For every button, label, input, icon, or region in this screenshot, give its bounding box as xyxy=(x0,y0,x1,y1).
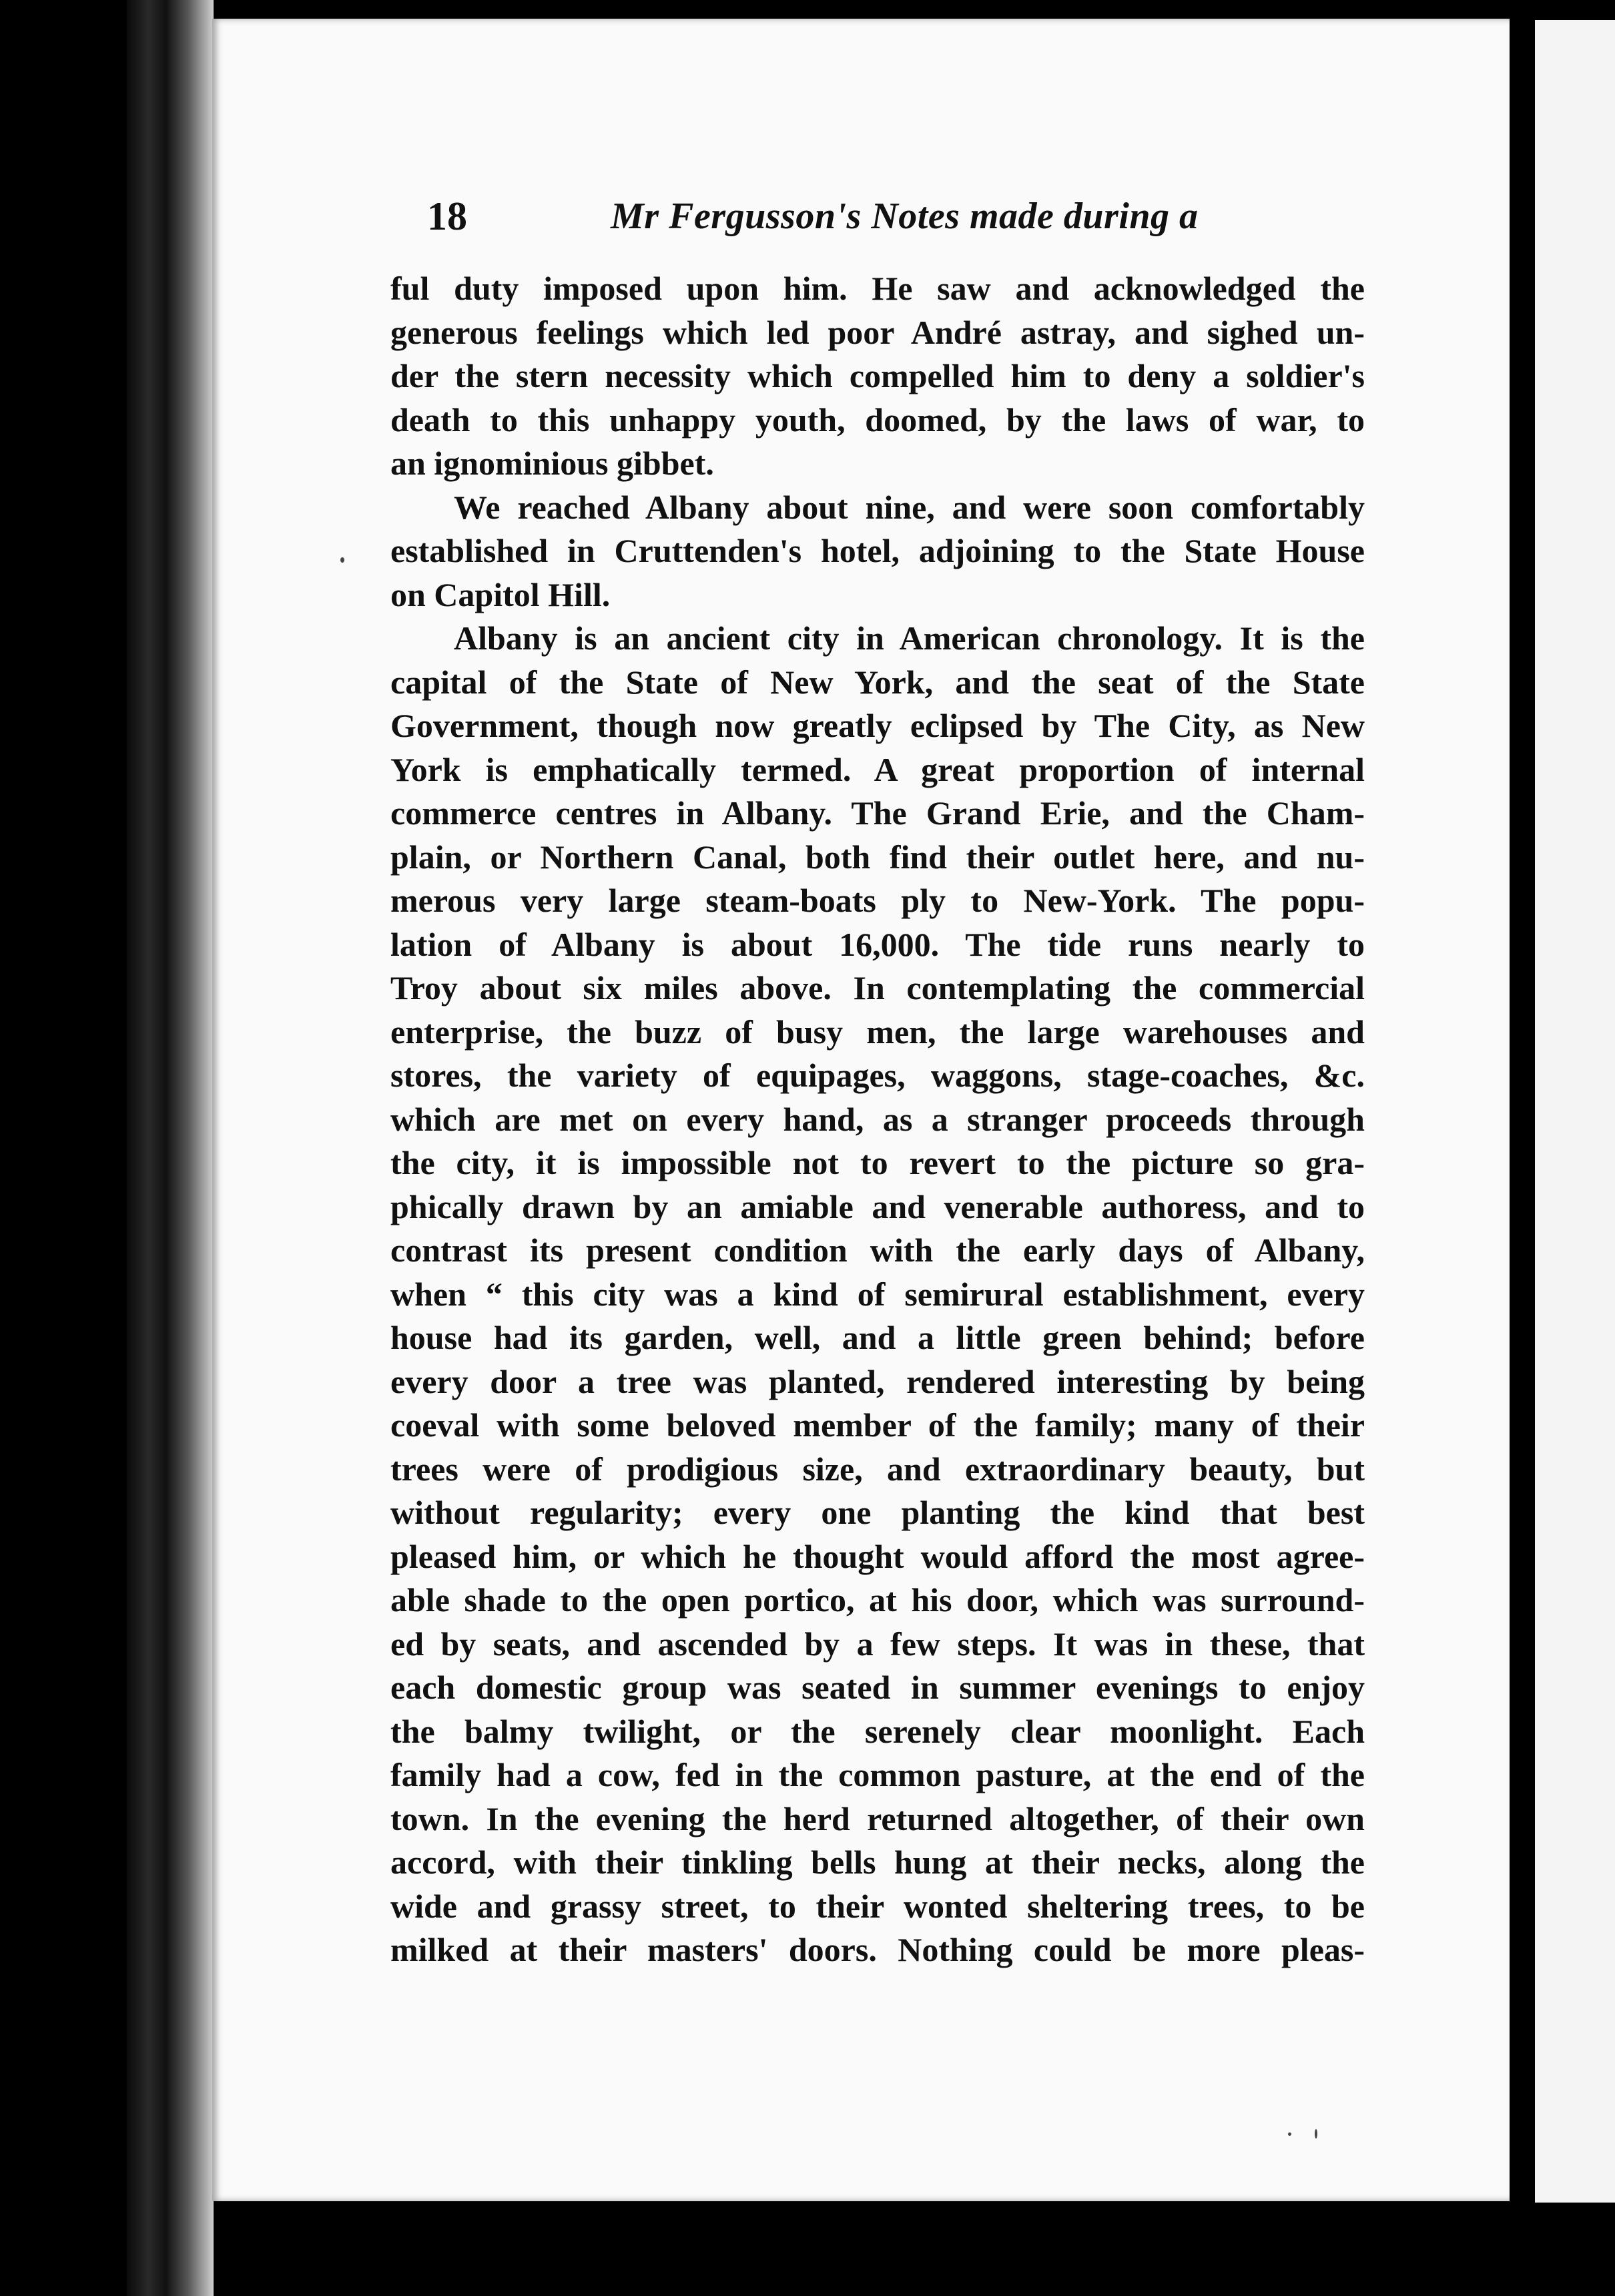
text-line: wide and grassy street, to their wonted sheltering trees, to be xyxy=(390,1887,1365,1925)
text-line: lation of Albany is about 16,000. The tide runs nearly to xyxy=(390,925,1365,963)
text-line: merous very large steam-boats ply to New-York. The popu- xyxy=(390,882,1365,919)
text-line: enterprise, the buzz of busy men, the large warehouses and xyxy=(390,1013,1365,1051)
text-line: We reached Albany about nine, and were soon comfortably xyxy=(454,488,1365,526)
text-line: death to this unhappy youth, doomed, by the laws of war, to xyxy=(390,400,1365,439)
text-line: without regularity; every one planting the kind that best xyxy=(390,1494,1365,1531)
text-line: plain, or Northern Canal, both find their outlet here, and nu- xyxy=(390,838,1365,876)
text-line: the city, it is impossible not to revert to the picture so gra- xyxy=(390,1144,1365,1181)
text-line: der the stern necessity which compelled him to deny a soldier's xyxy=(390,357,1365,394)
text-line: when “ this city was a kind of semirural establishment, every xyxy=(390,1275,1365,1313)
text-line: York is emphatically termed. A great proportion of internal xyxy=(390,750,1365,788)
text-line: ful duty imposed upon him. He saw and acknowledged the xyxy=(390,270,1365,307)
text-line: house had its garden, well, and a little green behind; before xyxy=(390,1319,1365,1356)
text-line: family had a cow, fed in the common pasture, at the end of the xyxy=(390,1756,1365,1793)
text-line: an ignominious gibbet. xyxy=(390,445,714,482)
dust-speck xyxy=(1315,2129,1317,2138)
text-line: every door a tree was planted, rendered interesting by being xyxy=(390,1362,1365,1400)
dust-speck xyxy=(1288,2132,1291,2136)
page-gutter-shadow xyxy=(1510,0,1535,2296)
facing-page-edge xyxy=(1535,20,1615,2203)
text-line: contrast its present condition with the early days of Albany, xyxy=(390,1231,1365,1269)
body-text xyxy=(390,267,1365,1972)
text-line: Government, though now greatly eclipsed by The City, as New xyxy=(390,707,1365,744)
text-line: milked at their masters' doors. Nothing could be more pleas- xyxy=(390,1931,1365,1968)
text-line: trees were of prodigious size, and extraordinary beauty, but xyxy=(390,1450,1365,1488)
text-line: town. In the evening the herd returned altogether, of their own xyxy=(390,1799,1365,1837)
text-line: Troy about six miles above. In contemplating the commercial xyxy=(390,969,1365,1007)
text-line: the balmy twilight, or the serenely clear moonlight. Each xyxy=(390,1712,1365,1750)
text-line: which are met on every hand, as a stranger proceeds through xyxy=(390,1100,1365,1138)
page-number: 18 xyxy=(427,194,467,238)
page-header xyxy=(427,194,1361,254)
text-line: able shade to the open portico, at his door, which was surround- xyxy=(390,1581,1365,1619)
text-line: commerce centres in Albany. The Grand Erie, and the Cham- xyxy=(390,794,1365,832)
text-line: phically drawn by an amiable and venerable authoress, and to xyxy=(390,1187,1365,1225)
text-line: each domestic group was seated in summer evenings to enjoy xyxy=(390,1669,1365,1706)
text-line: capital of the State of New York, and the seat of the State xyxy=(390,663,1365,701)
running-head: Mr Fergusson's Notes made during a xyxy=(611,196,1199,237)
text-line: stores, the variety of equipages, waggons, stage-coaches, &c. xyxy=(390,1057,1365,1094)
text-line: established in Cruttenden's hotel, adjoining to the State House xyxy=(390,532,1365,569)
text-line: Albany is an ancient city in American chronology. It is the xyxy=(454,619,1365,657)
text-line: pleased him, or which he thought would afford the most agree- xyxy=(390,1537,1365,1575)
dust-speck xyxy=(340,557,344,563)
text-line: coeval with some beloved member of the family; many of their xyxy=(390,1406,1365,1444)
text-line: on Capitol Hill. xyxy=(390,575,611,613)
text-line: ed by seats, and ascended by a few steps. It was in these, that xyxy=(390,1625,1365,1663)
book-binding-edge xyxy=(127,0,214,2296)
text-line: generous feelings which led poor André astray, and sighed un- xyxy=(390,313,1365,351)
text-line: accord, with their tinkling bells hung at their necks, along the xyxy=(390,1843,1365,1881)
